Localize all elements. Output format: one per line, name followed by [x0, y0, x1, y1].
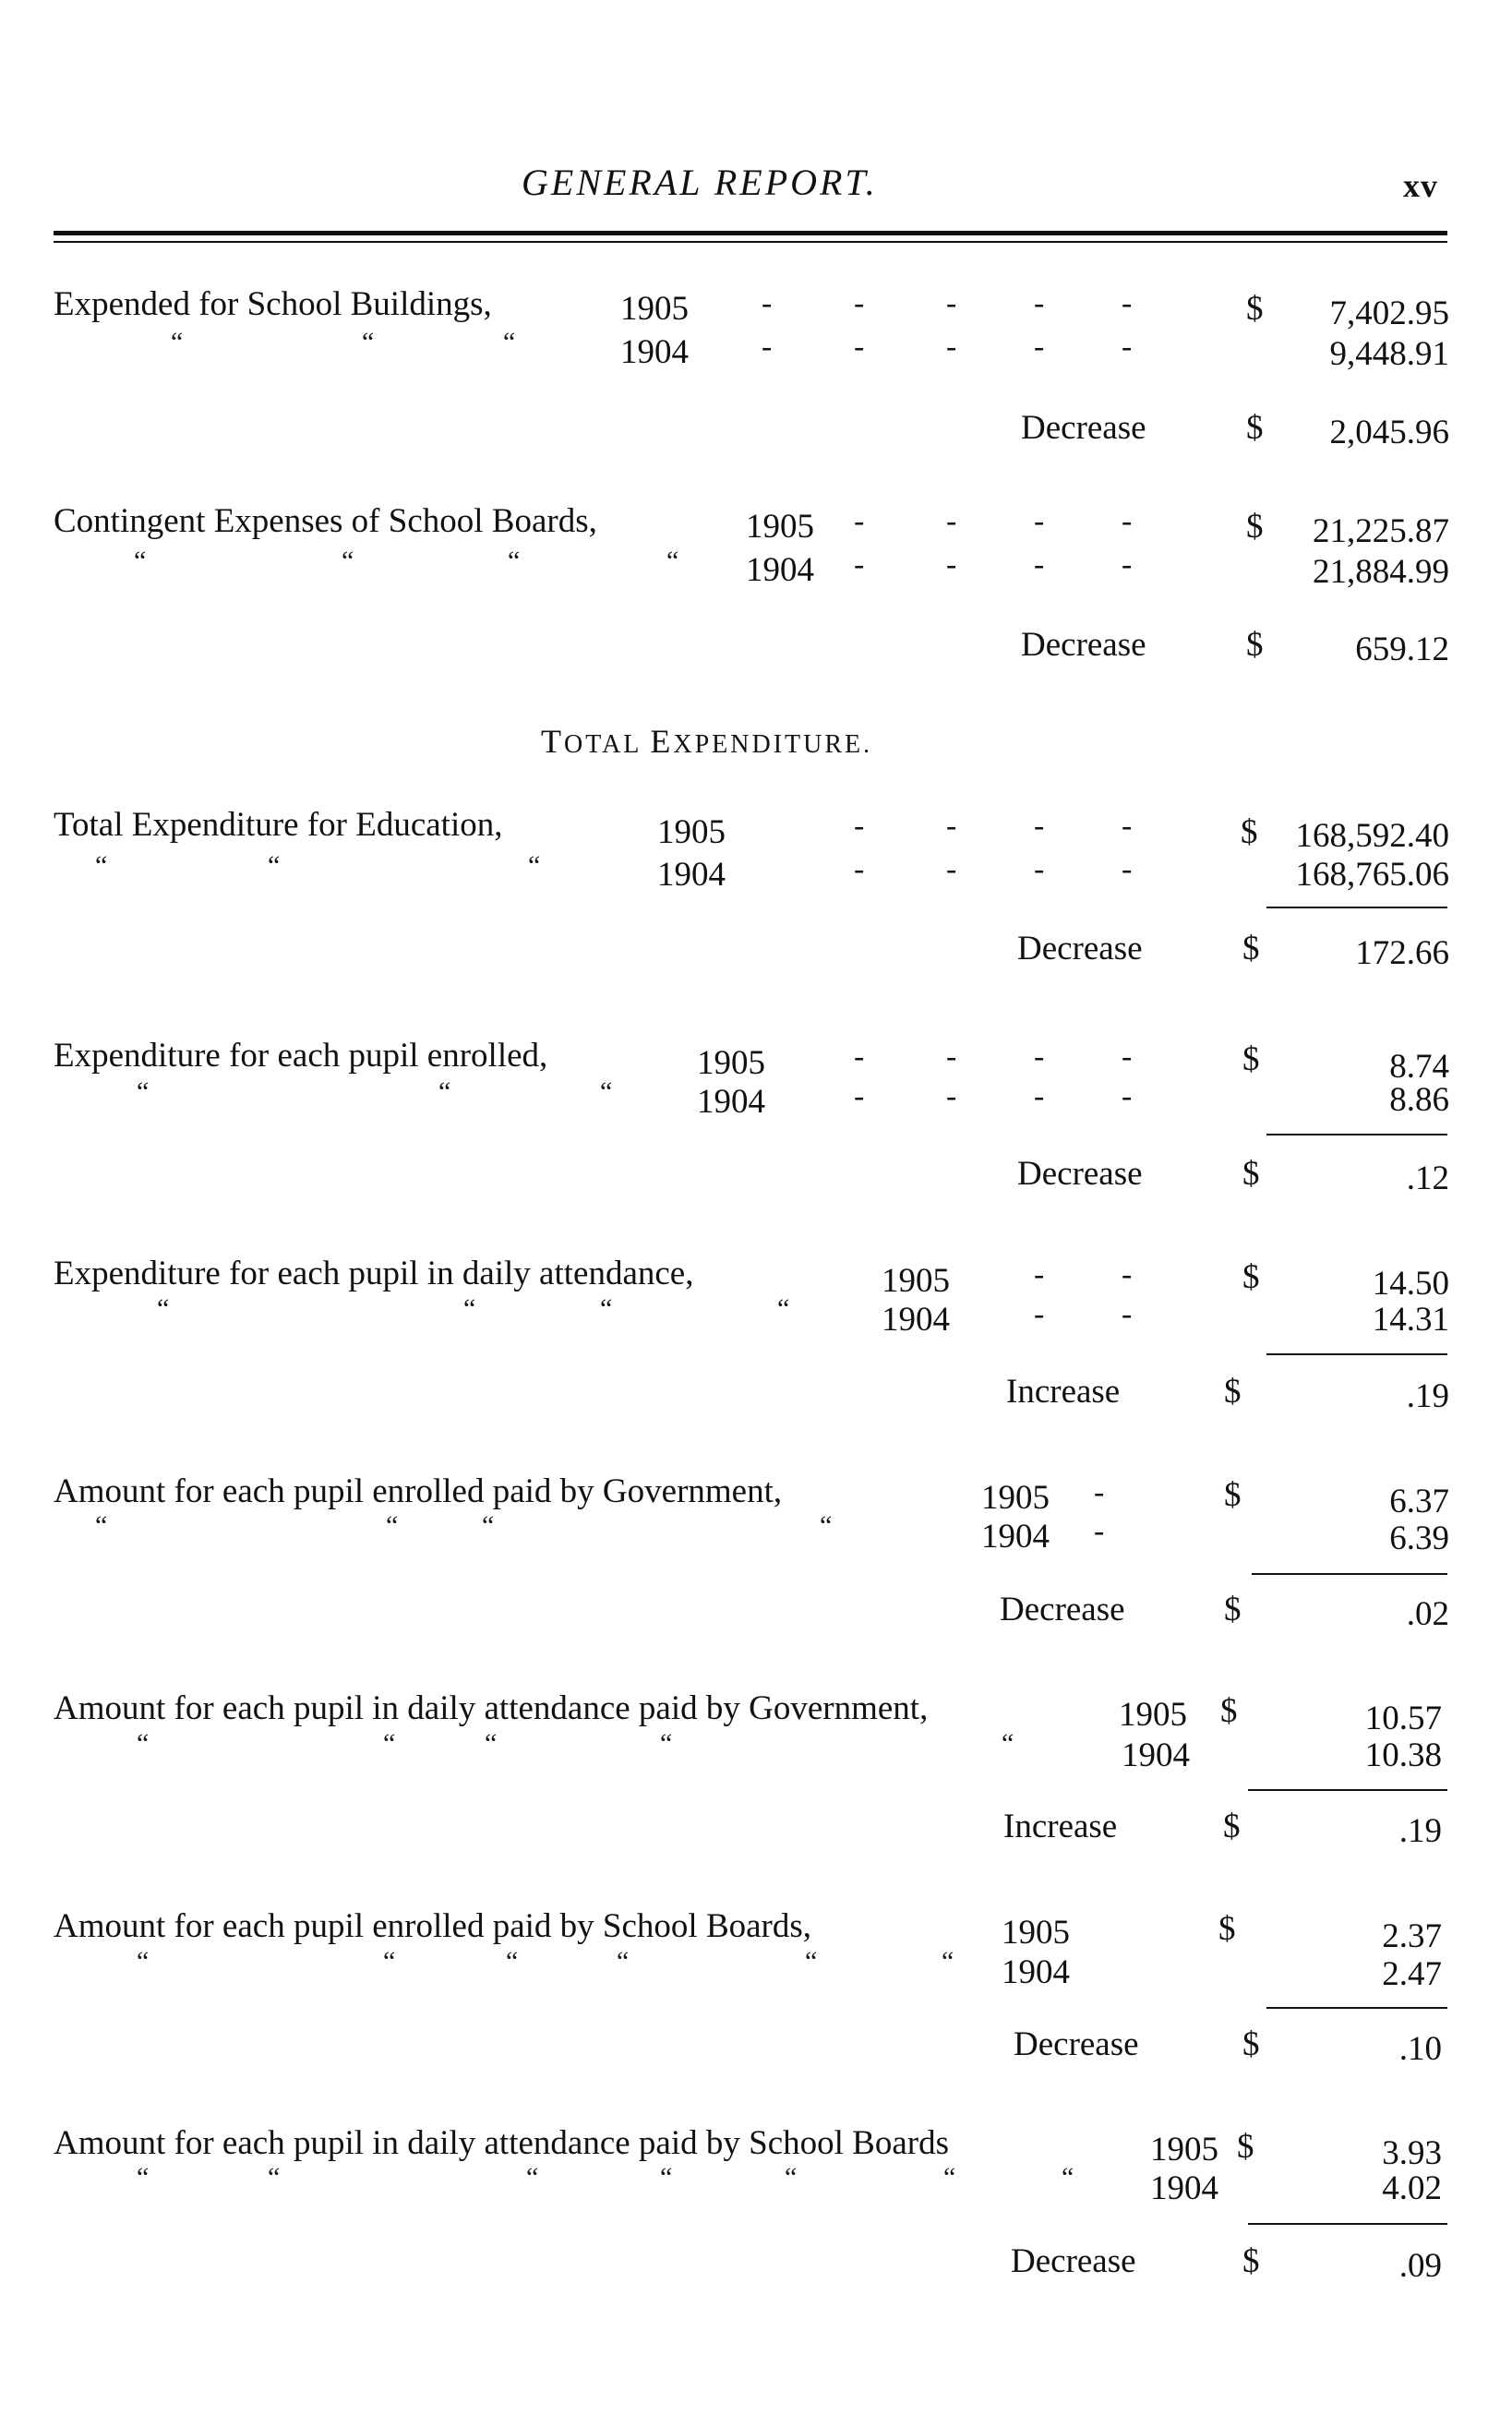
dollar-sign: $ [1224, 1476, 1242, 1514]
heading-initial: E [650, 723, 674, 760]
ditto-mark: “ [362, 327, 377, 357]
year-1905: 1905 [620, 290, 689, 328]
difference-value: 659.12 [1355, 631, 1449, 668]
value-1905: 21,225.87 [1313, 512, 1449, 550]
sum-rule [1252, 1573, 1447, 1575]
heading-initial: T [541, 723, 564, 760]
year-1904: 1904 [657, 856, 726, 894]
leader-dash: - [1122, 547, 1133, 582]
ditto-mark: “ [171, 327, 186, 357]
leader-dash: - [1094, 1514, 1105, 1548]
dollar-sign: $ [1242, 2025, 1260, 2063]
value-1904: 14.31 [1372, 1301, 1449, 1339]
leader-dash: - [854, 286, 865, 320]
ditto-mark: “ [137, 1946, 151, 1976]
ditto-mark: “ [617, 1946, 631, 1976]
sum-rule [1248, 2223, 1447, 2225]
change-label: Increase [1003, 1808, 1118, 1845]
ditto-mark: “ [134, 546, 149, 576]
ditto-mark: “ [660, 1728, 675, 1759]
year-1905: 1905 [1150, 2131, 1218, 2169]
dollar-sign: $ [1242, 2242, 1260, 2280]
dollar-sign: $ [1242, 1155, 1260, 1193]
difference-value: .02 [1406, 1595, 1449, 1633]
year-1905: 1905 [657, 813, 726, 851]
ditto-mark: “ [137, 1728, 151, 1759]
dollar-sign: $ [1237, 2128, 1254, 2166]
leader-dash: - [1034, 330, 1045, 364]
leader-dash: - [1122, 504, 1133, 538]
ditto-mark: “ [383, 1946, 398, 1976]
year-1905: 1905 [1119, 1696, 1187, 1734]
year-1904: 1904 [882, 1301, 950, 1339]
year-1904: 1904 [697, 1083, 765, 1121]
dollar-sign: $ [1241, 813, 1258, 851]
change-label: Decrease [1000, 1591, 1125, 1628]
year-1905: 1905 [981, 1479, 1050, 1517]
leader-dash: - [854, 330, 865, 364]
difference-value: 172.66 [1355, 934, 1449, 972]
ditto-mark: “ [485, 1728, 499, 1759]
difference-value: .10 [1398, 2030, 1442, 2068]
year-1904: 1904 [1002, 1953, 1070, 1991]
leader-dash: - [1034, 1297, 1045, 1331]
difference-value: 2,045.96 [1329, 414, 1449, 451]
ditto-mark: “ [95, 1510, 110, 1541]
ditto-mark: “ [777, 1293, 792, 1324]
year-1904: 1904 [620, 333, 689, 371]
ditto-mark: “ [506, 1946, 521, 1976]
leader-dash: - [1122, 852, 1133, 886]
value-1905: 6.37 [1389, 1483, 1449, 1520]
ditto-mark: “ [268, 850, 282, 881]
ditto-mark: “ [463, 1293, 478, 1324]
ditto-mark: “ [526, 2162, 541, 2193]
ditto-mark: “ [600, 1076, 615, 1107]
year-1904: 1904 [1150, 2169, 1218, 2207]
ditto-mark: “ [785, 2162, 799, 2193]
year-1905: 1905 [1002, 1914, 1070, 1952]
change-label: Increase [1006, 1373, 1121, 1411]
ditto-mark: “ [942, 1946, 956, 1976]
sum-rule [1266, 1134, 1447, 1135]
ditto-mark: “ [943, 2162, 958, 2193]
ditto-mark: “ [600, 1293, 615, 1324]
entry-label: Expended for School Buildings, [54, 285, 492, 323]
entry-label: Amount for each pupil enrolled paid by School Boards, [54, 1907, 812, 1945]
entry-label: Amount for each pupil enrolled paid by Government, [54, 1472, 783, 1510]
leader-dash: - [762, 330, 773, 364]
leader-dash: - [1122, 1079, 1133, 1113]
change-label: Decrease [1017, 1155, 1143, 1193]
dollar-sign: $ [1242, 1258, 1260, 1296]
year-1904: 1904 [1122, 1736, 1190, 1774]
value-1904: 9,448.91 [1329, 335, 1449, 373]
dollar-sign: $ [1224, 1591, 1242, 1628]
value-1905: 8.74 [1389, 1048, 1449, 1086]
value-1904: 10.38 [1364, 1736, 1442, 1774]
leader-dash: - [946, 809, 957, 843]
value-1904: 21,884.99 [1313, 553, 1449, 591]
leader-dash: - [1034, 1257, 1045, 1292]
leader-dash: - [946, 330, 957, 364]
dollar-sign: $ [1218, 1910, 1236, 1948]
leader-dash: - [946, 1079, 957, 1113]
value-1904: 2.47 [1382, 1955, 1442, 1993]
dollar-sign: $ [1246, 409, 1264, 447]
leader-dash: - [1122, 330, 1133, 364]
leader-dash: - [762, 286, 773, 320]
change-label: Decrease [1017, 930, 1143, 967]
leader-dash: - [946, 852, 957, 886]
value-1905: 3.93 [1382, 2134, 1442, 2172]
leader-dash: - [1034, 504, 1045, 538]
leader-dash: - [946, 547, 957, 582]
leader-dash: - [854, 1079, 865, 1113]
leader-dash: - [1122, 286, 1133, 320]
change-label: Decrease [1021, 626, 1146, 664]
leader-dash: - [1122, 809, 1133, 843]
leader-dash: - [1122, 1297, 1133, 1331]
ditto-mark: “ [820, 1510, 834, 1541]
year-1904: 1904 [981, 1518, 1050, 1556]
page-header-title: GENERAL REPORT. [522, 162, 878, 203]
leader-dash: - [946, 1039, 957, 1074]
value-1905: 7,402.95 [1329, 294, 1449, 332]
heading-smallcaps: OTAL [564, 730, 651, 759]
entry-label: Amount for each pupil in daily attendance paid by Government, [54, 1689, 929, 1727]
value-1905: 168,592.40 [1295, 817, 1449, 855]
value-1904: 6.39 [1389, 1520, 1449, 1557]
dollar-sign: $ [1224, 1373, 1242, 1411]
difference-value: .09 [1398, 2247, 1442, 2285]
difference-value: .19 [1406, 1377, 1449, 1415]
sum-rule [1266, 907, 1447, 908]
value-1905: 10.57 [1364, 1700, 1442, 1737]
change-label: Decrease [1011, 2242, 1136, 2280]
leader-dash: - [1122, 1257, 1133, 1292]
entry-label: Expenditure for each pupil enrolled, [54, 1037, 548, 1075]
dollar-sign: $ [1220, 1692, 1238, 1730]
dollar-sign: $ [1242, 930, 1260, 967]
ditto-mark: “ [1062, 2162, 1076, 2193]
leader-dash: - [1034, 286, 1045, 320]
dollar-sign: $ [1246, 508, 1264, 546]
ditto-mark: “ [666, 546, 681, 576]
leader-dash: - [1034, 809, 1045, 843]
leader-dash: - [854, 504, 865, 538]
leader-dash: - [854, 852, 865, 886]
ditto-mark: “ [528, 850, 543, 881]
page-number: xv [1403, 167, 1438, 204]
entry-label: Expenditure for each pupil in daily attendance, [54, 1255, 694, 1292]
year-1905: 1905 [746, 508, 814, 546]
dollar-sign: $ [1246, 290, 1264, 328]
leader-dash: - [1034, 852, 1045, 886]
value-1905: 2.37 [1382, 1917, 1442, 1955]
ditto-mark: “ [342, 546, 356, 576]
section-heading [541, 722, 872, 761]
change-label: Decrease [1021, 409, 1146, 447]
ditto-mark: “ [503, 327, 518, 357]
leader-dash: - [1122, 1039, 1133, 1074]
year-1905: 1905 [882, 1262, 950, 1300]
sum-rule [1266, 1353, 1447, 1355]
leader-dash: - [946, 286, 957, 320]
year-1905: 1905 [697, 1044, 765, 1082]
ditto-mark: “ [438, 1076, 453, 1107]
change-label: Decrease [1014, 2025, 1139, 2063]
entry-label: Amount for each pupil in daily attendance paid by School Boards [54, 2124, 949, 2162]
ditto-mark: “ [137, 1076, 151, 1107]
ditto-mark: “ [268, 2162, 282, 2193]
entry-label: Total Expenditure for Education, [54, 806, 503, 844]
value-1904: 8.86 [1389, 1081, 1449, 1119]
ditto-mark: “ [805, 1946, 820, 1976]
sum-rule [1248, 1789, 1447, 1791]
sum-rule [1266, 2007, 1447, 2009]
dollar-sign: $ [1246, 626, 1264, 664]
ditto-mark: “ [95, 850, 110, 881]
leader-dash: - [854, 547, 865, 582]
leader-dash: - [854, 809, 865, 843]
ditto-mark: “ [660, 2162, 675, 2193]
ditto-mark: “ [383, 1728, 398, 1759]
dollar-sign: $ [1223, 1808, 1241, 1845]
entry-label: Contingent Expenses of School Boards, [54, 502, 597, 540]
ditto-mark: “ [386, 1510, 401, 1541]
header-rule-thin [54, 241, 1447, 243]
leader-dash: - [1034, 1079, 1045, 1113]
value-1905: 14.50 [1372, 1265, 1449, 1303]
ditto-mark: “ [482, 1510, 497, 1541]
header-rule-thick [54, 231, 1447, 235]
ditto-mark: “ [508, 546, 522, 576]
ditto-mark: “ [137, 2162, 151, 2193]
ditto-mark: “ [1002, 1728, 1016, 1759]
difference-value: .19 [1398, 1812, 1442, 1850]
dollar-sign: $ [1242, 1040, 1260, 1078]
leader-dash: - [946, 504, 957, 538]
leader-dash: - [1094, 1475, 1105, 1509]
value-1904: 168,765.06 [1295, 856, 1449, 894]
leader-dash: - [1034, 547, 1045, 582]
difference-value: .12 [1406, 1159, 1449, 1197]
leader-dash: - [1034, 1039, 1045, 1074]
ditto-mark: “ [157, 1293, 172, 1324]
year-1904: 1904 [746, 551, 814, 589]
value-1904: 4.02 [1382, 2169, 1442, 2207]
heading-smallcaps: XPENDITURE. [673, 730, 873, 759]
leader-dash: - [854, 1039, 865, 1074]
